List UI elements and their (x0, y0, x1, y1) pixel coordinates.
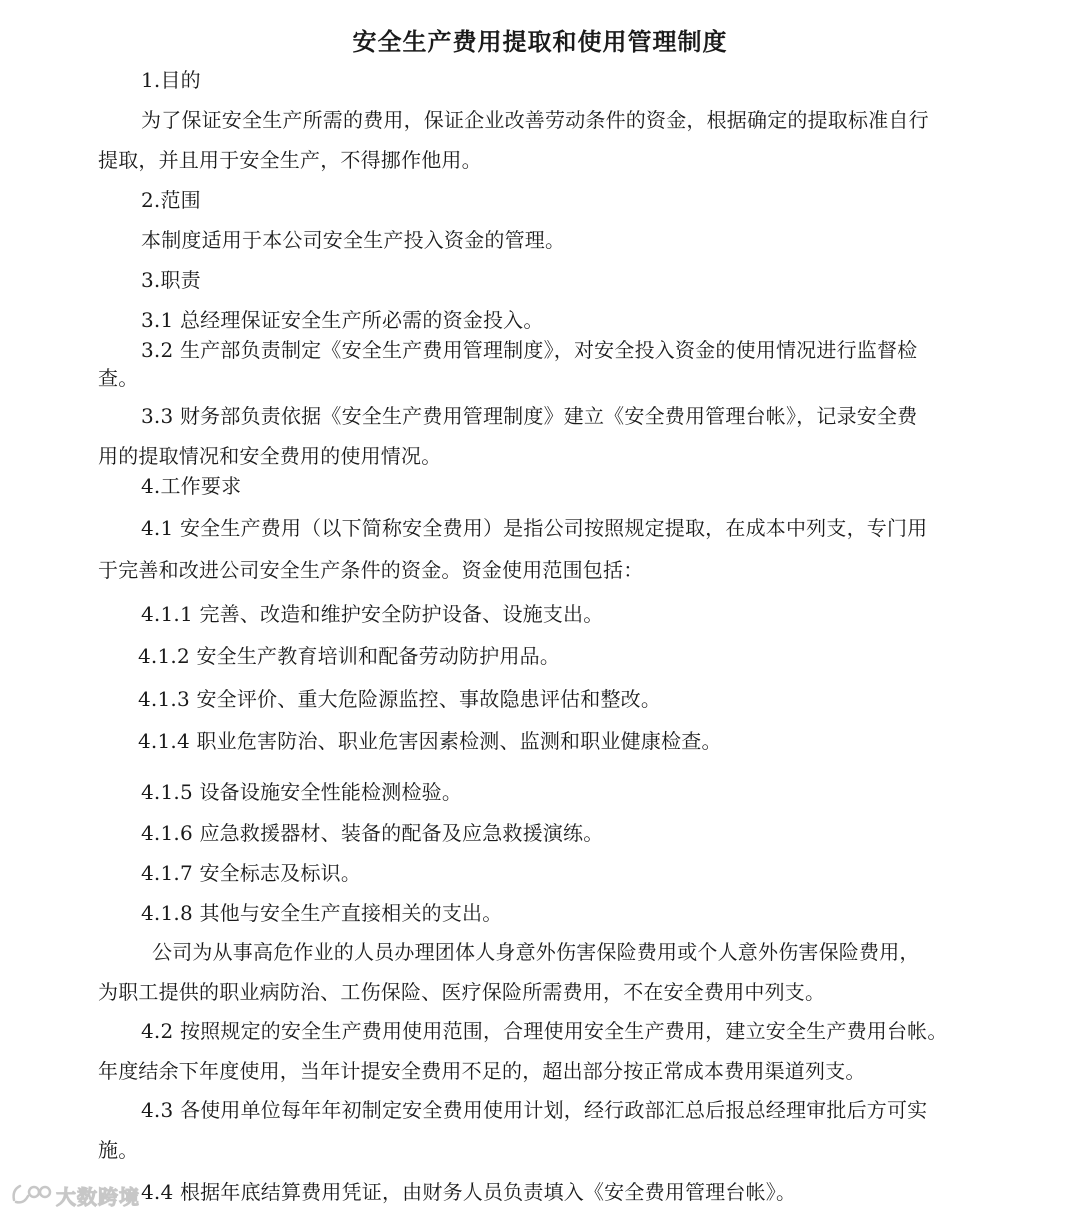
list-item: 4.1.2 安全生产教育培训和配备劳动防护用品。 (138, 644, 561, 668)
paragraph-line: 提取，并且用于安全生产，不得挪作他用。 (98, 148, 482, 172)
list-item: 4.1.3 安全评价、重大危险源监控、事故隐患评估和整改。 (138, 687, 662, 711)
list-item: 4.1.7 安全标志及标识。 (141, 861, 362, 885)
paragraph-line: 用的提取情况和安全费用的使用情况。 (98, 444, 442, 468)
paragraph-line: 4.3 各使用单位每年年初制定安全费用使用计划，经行政部汇总后报总经理审批后方可实 (141, 1098, 928, 1122)
paragraph-line: 年度结余下年度使用，当年计提安全费用不足的，超出部分按正常成本费用渠道列支。 (98, 1059, 866, 1083)
paragraph-line: 于完善和改进公司安全生产条件的资金。资金使用范围包括： (98, 558, 644, 582)
paragraph-line: 3.1 总经理保证安全生产所必需的资金投入。 (141, 308, 544, 332)
paragraph-line: 4.4 根据年底结算费用凭证，由财务人员负责填入《安全费用管理台帐》。 (141, 1180, 797, 1204)
list-item: 4.1.8 其他与安全生产直接相关的支出。 (141, 901, 503, 925)
heading-responsibilities: 3.职责 (141, 268, 201, 292)
heading-purpose: 1.目的 (141, 68, 201, 92)
paragraph-line: 为职工提供的职业病防治、工伤保险、医疗保险所需费用，不在安全费用中列支。 (98, 980, 826, 1004)
list-item: 4.1.4 职业危害防治、职业危害因素检测、监测和职业健康检查。 (138, 729, 722, 753)
paragraph-line: 4.2 按照规定的安全生产费用使用范围，合理使用安全生产费用，建立安全生产费用台帐。 (141, 1019, 948, 1043)
list-item: 4.1.1 完善、改造和维护安全防护设备、设施支出。 (141, 602, 604, 626)
heading-scope: 2.范围 (141, 188, 201, 212)
brand-logo-icon (10, 1180, 52, 1210)
heading-work-requirements: 4.工作要求 (141, 474, 242, 498)
paragraph-line: 施。 (98, 1138, 139, 1162)
watermark (10, 1180, 140, 1210)
watermark-text: 大数跨境 (56, 1184, 140, 1209)
paragraph-line: 查。 (98, 366, 139, 390)
paragraph-line: 3.3 财务部负责依据《安全生产费用管理制度》建立《安全费用管理台帐》，记录安全费 (141, 404, 918, 428)
paragraph-line: 公司为从事高危作业的人员办理团体人身意外伤害保险费用或个人意外伤害保险费用， (152, 940, 920, 964)
paragraph-line: 4.1 安全生产费用（以下简称安全费用）是指公司按照规定提取，在成本中列支，专门用 (141, 516, 928, 540)
paragraph-line: 为了保证安全生产所需的费用，保证企业改善劳动条件的资金，根据确定的提取标准自行 (141, 108, 929, 132)
paragraph-line: 3.2 生产部负责制定《安全生产费用管理制度》，对安全投入资金的使用情况进行监督检 (141, 338, 918, 362)
list-item: 4.1.6 应急救援器材、装备的配备及应急救援演练。 (141, 821, 604, 845)
document-title: 安全生产费用提取和使用管理制度 (352, 28, 728, 56)
list-item: 4.1.5 设备设施安全性能检测检验。 (141, 780, 463, 804)
paragraph-line: 本制度适用于本公司安全生产投入资金的管理。 (141, 228, 566, 252)
